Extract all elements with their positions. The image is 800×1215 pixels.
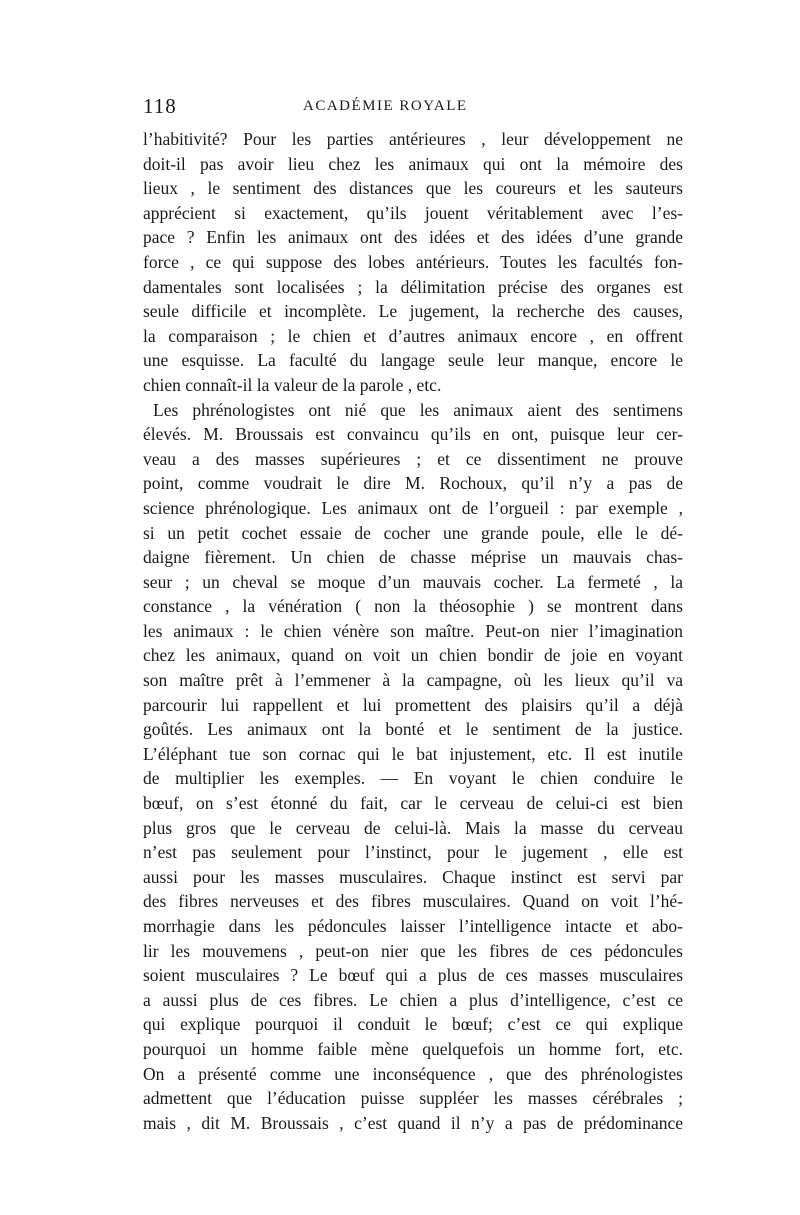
text-line: admettent que l’éducation puisse suppléer les masses cérébrales ;: [143, 1088, 683, 1109]
text-line: les animaux : le chien vénère son maître. Peut-on nier l’imagination: [143, 620, 683, 641]
text-line: de multiplier les exemples. — En voyant le chien conduire le: [143, 768, 683, 789]
text-line: l’habitivité? Pour les parties antérieures , leur développement ne: [143, 129, 683, 149]
text-line: constance , la vénération ( non la théosophie ) se montrent dans: [143, 596, 683, 617]
text-line: pourquoi un homme faible mène quelquefois un homme fort, etc.: [143, 1038, 683, 1059]
text-line: goûtés. Les animaux ont la bonté et le sentiment de la justice.: [143, 719, 683, 740]
text-line: aussi pour les masses musculaires. Chaque instinct est servi par: [143, 866, 683, 887]
text-line: plus gros que le cerveau de celui-là. Mais la masse du cerveau: [143, 817, 683, 838]
text-line: bœuf, on s’est étonné du fait, car le cerveau de celui-ci est bien: [143, 793, 683, 814]
text-line: qui explique pourquoi il conduit le bœuf; c’est ce qui explique: [143, 1014, 683, 1035]
paragraph-first-line: Les phrénologistes ont nié que les animaux aient des sentimens: [153, 399, 683, 420]
text-line: veau a des masses supérieures ; et ce dissentiment ne prouve: [143, 448, 683, 469]
page-number: 118: [143, 94, 177, 118]
text-line: une esquisse. La faculté du langage seule leur manque, encore le: [143, 350, 683, 371]
text-line: son maître prêt à l’emmener à la campagne, où les lieux qu’il va: [143, 670, 683, 691]
text-line: apprécient si exactement, qu’ils jouent véritablement avec l’es-: [143, 202, 683, 223]
text-line: chez les animaux, quand on voit un chien bondir de joie en voyant: [143, 645, 683, 666]
text-line: la comparaison ; le chien et d’autres animaux encore , en offrent: [143, 325, 683, 346]
text-line: point, comme voudrait le dire M. Rochoux, qu’il n’y a pas de: [143, 473, 683, 494]
text-line: lieux , le sentiment des distances que les coureurs et les sauteurs: [143, 178, 683, 199]
text-line: daigne fièrement. Un chien de chasse méprise un mauvais chas-: [143, 547, 683, 568]
text-line: soient musculaires ? Le bœuf qui a plus de ces masses musculaires: [143, 965, 683, 986]
text-line: morrhagie dans les pédoncules laisser l’intelligence intacte et abo-: [143, 916, 683, 936]
text-line: si un petit cochet essaie de cocher une grande poule, elle le dé-: [143, 522, 683, 543]
text-line: lir les mouvemens , peut-on nier que les fibres de ces pédoncules: [143, 940, 683, 961]
text-line: n’est pas seulement pour l’instinct, pour le jugement , elle est: [143, 842, 683, 863]
text-line: élevés. M. Broussais est convaincu qu’ils en ont, puisque leur cer-: [143, 424, 683, 445]
text-line: damentales sont localisées ; la délimitation précise des organes est: [143, 276, 683, 297]
text-line: science phrénologique. Les animaux ont de l’orgueil : par exemple ,: [143, 497, 683, 518]
text-line: chien connaît-il la valeur de la parole , etc.: [143, 374, 442, 395]
text-line: force , ce qui suppose des lobes antérieurs. Toutes les facultés fon-: [143, 251, 683, 272]
text-line: L’éléphant tue son cornac qui le bat injustement, etc. Il est inutile: [143, 743, 683, 764]
text-line: a aussi plus de ces fibres. Le chien a plus d’intelligence, c’est ce: [143, 989, 683, 1010]
body-text: [143, 127, 683, 1135]
running-title: ACADÉMIE ROYALE: [303, 98, 468, 114]
text-line: mais , dit M. Broussais , c’est quand il n’y a pas de prédominance: [143, 1112, 683, 1133]
text-line: doit-il pas avoir lieu chez les animaux qui ont la mémoire des: [143, 153, 683, 174]
text-line: des fibres nerveuses et des fibres musculaires. Quand on voit l’hé-: [143, 891, 683, 912]
text-line: parcourir lui rappellent et lui promettent des plaisirs qu’il a déjà: [143, 694, 683, 715]
text-line: pace ? Enfin les animaux ont des idées et des idées d’une grande: [143, 227, 683, 248]
text-line: seur ; un cheval se moque d’un mauvais cocher. La fermeté , la: [143, 571, 683, 592]
text-line: seule difficile et incomplète. Le jugement, la recherche des causes,: [143, 301, 683, 322]
running-head: [143, 94, 681, 122]
text-line: On a présenté comme une inconséquence , que des phrénologistes: [143, 1063, 683, 1084]
